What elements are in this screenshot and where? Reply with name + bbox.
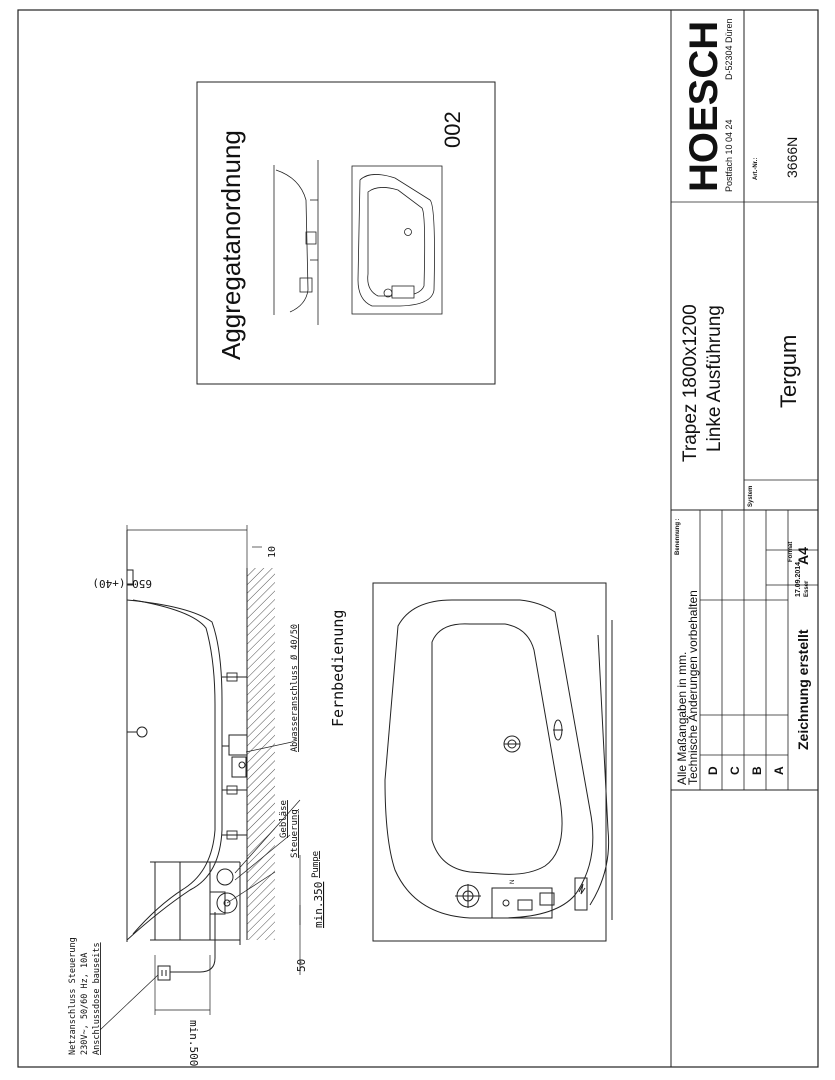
pump-top <box>455 880 554 918</box>
abwasser-label: Abwasseranschluss Ø 40/50 <box>290 624 300 752</box>
remote-box <box>575 878 587 910</box>
anschlussdose-label: Anschlussdose bauseits <box>92 942 102 1055</box>
company-logo: HOESCH <box>682 20 726 192</box>
revision-label-c: C <box>728 766 742 775</box>
tub-profile <box>127 530 240 945</box>
artnr-label: Art.-Nr.: <box>753 157 759 180</box>
fernbedienung-label: Fernbedienung <box>329 609 347 727</box>
wall-socket <box>158 912 215 980</box>
format-label: Format <box>788 541 794 562</box>
company-address2: D-52304 Düren <box>724 18 734 80</box>
dim-10: 10 <box>267 545 278 558</box>
dim-min500: min.500 <box>187 1020 200 1067</box>
netzanschluss-spec: 230V~, 50/60 Hz, 10A <box>80 952 90 1055</box>
title-block <box>671 10 818 1067</box>
product-name-line1: Trapez 1800x1200 <box>680 304 701 462</box>
main-drain <box>504 736 520 752</box>
inset-panel <box>197 82 495 384</box>
product-name-line2: Linke Ausführung <box>704 305 725 452</box>
inset-title: Aggregatanordnung <box>216 130 246 360</box>
title-note-dimensions: Alle Maßangaben in mm. <box>675 651 689 785</box>
revision-label-b: B <box>750 766 764 775</box>
revision-label-d: D <box>706 766 720 775</box>
floor-hatching <box>247 568 275 940</box>
artnr-value: 3666N <box>784 136 800 178</box>
system-label: System <box>748 485 754 507</box>
title-note-changes: Technische Änderungen vorbehalten <box>686 590 700 785</box>
tub-supports <box>222 673 247 839</box>
netzanschluss-label: Netzanschluss Steuerung <box>68 937 78 1055</box>
top-view-frame <box>373 583 606 941</box>
format-value: A4 <box>795 547 811 565</box>
steuerung-label: Steuerung <box>290 809 300 858</box>
pump-unit <box>210 869 237 914</box>
system-value: Tergum <box>776 334 801 408</box>
svg-text:N: N <box>510 879 516 884</box>
inset-code: 002 <box>440 111 465 148</box>
company-address1: Postfach 10 04 24 <box>724 119 734 192</box>
side-section-view <box>68 525 347 1066</box>
tub-top-outline <box>385 600 612 920</box>
drawn-by: Esser <box>804 580 810 597</box>
drain-assembly <box>222 735 247 777</box>
dim-50: 50 <box>295 958 308 972</box>
pumpe-label: Pumpe <box>311 850 321 878</box>
overflow-fitting <box>127 727 147 737</box>
dim-650: 650 (+40) <box>92 577 152 590</box>
drawn-label: Zeichnung erstellt <box>795 629 811 750</box>
drawn-date: 17.09.2014 <box>795 561 802 597</box>
geblaese-label: Gebläse <box>279 800 289 838</box>
top-view <box>373 583 612 941</box>
benennung-label: Benennung : <box>675 518 681 555</box>
dim-min350: min.350 <box>312 881 325 928</box>
overflow-top <box>553 720 563 740</box>
revision-label-a: A <box>772 766 786 775</box>
